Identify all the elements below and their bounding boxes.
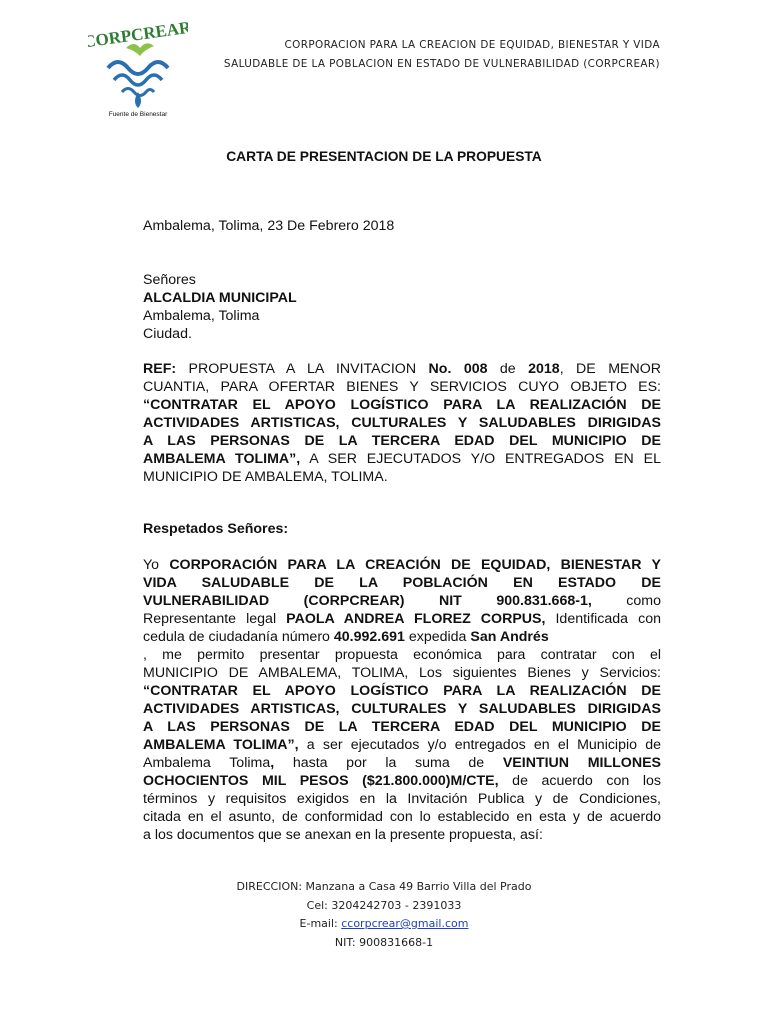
- logo-tagline: Fuente de Bienestar: [108, 111, 168, 118]
- recipient-city: Ambalema, Tolima: [143, 308, 260, 324]
- amount-line-2: OCHOCIENTOS MIL PESOS ($21.800.000)M/CTE,: [143, 773, 499, 789]
- footer-email-link[interactable]: ccorpcrear@gmail.com: [341, 917, 469, 930]
- object-line-3: A LAS PERSONAS DE LA TERCERA EDAD DEL MUNICIPIO DE: [143, 719, 661, 735]
- body-text: hasta por la suma de: [274, 755, 503, 771]
- object-line-1: “CONTRATAR EL APOYO LOGÍSTICO PARA LA REALIZACIÓN DE: [143, 683, 661, 699]
- ref-text: PROPUESTA A LA INVITACION: [176, 361, 429, 377]
- letterhead-line-1: CORPORACION PARA LA CREACION DE EQUIDAD, BIENESTAR Y VIDA: [284, 39, 660, 51]
- footer-nit: NIT: 900831668-1: [334, 935, 434, 949]
- ref-object-1: “CONTRATAR EL APOYO LOGÍSTICO PARA LA REALIZACIÓN DE: [143, 397, 661, 413]
- body-text: como: [591, 593, 661, 609]
- date-line: Ambalema, Tolima, 23 De Febrero 2018: [143, 218, 395, 234]
- body-block: [143, 556, 661, 844]
- id-number: 40.992.691: [333, 629, 405, 645]
- letterhead-line-2: SALUDABLE DE LA POBLACION EN ESTADO DE VULNERABILIDAD (CORPCREAR): [223, 58, 660, 70]
- body-text: de acuerdo con los: [498, 773, 661, 789]
- body-text: Representante legal: [143, 611, 287, 627]
- body-text: cedula de ciudadanía número: [143, 629, 334, 645]
- body-line: citada en el asunto, de conformidad con lo establecido en esta y de acuerdo: [143, 809, 661, 825]
- ref-text: , DE MENOR: [559, 361, 662, 377]
- ref-year: 2018: [528, 361, 560, 377]
- corporation-name-1: CORPORACIÓN PARA LA CREACIÓN DE EQUIDAD, BIENESTAR Y: [169, 557, 661, 573]
- footer-email-label: E-mail:: [299, 917, 342, 930]
- recipient-name: ALCALDIA MUNICIPAL: [143, 290, 297, 306]
- recipient-ciudad: Ciudad.: [143, 326, 192, 342]
- body-text: expedida: [404, 629, 471, 645]
- letterhead: [190, 36, 660, 74]
- date-block: [143, 217, 661, 235]
- document-title: CARTA DE PRESENTACION DE LA PROPUESTA: [226, 149, 542, 164]
- recipient-block: [143, 271, 661, 343]
- footer-phone: Cel: 3204242703 - 2391033: [306, 898, 462, 912]
- body-text: Yo: [143, 557, 170, 573]
- ref-object-4: AMBALEMA TOLIMA”,: [143, 451, 301, 467]
- footer: [0, 878, 768, 952]
- ref-line-7: MUNICIPIO DE AMBALEMA, TOLIMA.: [143, 469, 388, 485]
- ref-label: REF:: [143, 361, 177, 377]
- body-text: Ambalema Tolima: [143, 755, 271, 771]
- corpcrear-logo: [88, 10, 188, 122]
- object-line-4: AMBALEMA TOLIMA”,: [143, 737, 299, 753]
- logo-emblem-icon: [88, 10, 188, 122]
- object-line-2: ACTIVIDADES ARTISTICAS, CULTURALES Y SALUDABLES DIRIGIDAS: [143, 701, 661, 717]
- body-line: , me permito presentar propuesta económica para contratar con el: [143, 647, 661, 663]
- representative-name: PAOLA ANDREA FLOREZ CORPUS,: [286, 611, 546, 627]
- body-text: Identificada con: [545, 611, 661, 627]
- id-place: San Andrés: [470, 629, 549, 645]
- logo-bird-shape: [126, 43, 154, 56]
- logo-wordmark: CORPCREAR: [88, 17, 188, 52]
- ref-line-2: CUANTIA, PARA OFERTAR BIENES Y SERVICIOS CUYO OBJETO ES:: [143, 379, 661, 395]
- ref-text: de: [487, 361, 529, 377]
- corporation-name-3: VULNERABILIDAD (CORPCREAR) NIT 900.831.668-1,: [143, 593, 592, 609]
- footer-email-line: [0, 915, 768, 934]
- ref-object-2: ACTIVIDADES ARTISTICAS, CULTURALES Y SALUDABLES DIRIGIDAS: [143, 415, 661, 431]
- body-line: a los documentos que se anexan en la presente propuesta, así:: [143, 827, 543, 843]
- body-line: MUNICIPIO DE AMBALEMA, TOLIMA, Los siguientes Bienes y Servicios:: [143, 665, 661, 681]
- recipient-salutation: Señores: [143, 272, 196, 288]
- reference-block: [143, 360, 661, 486]
- ref-object-3: A LAS PERSONAS DE LA TERCERA EDAD DEL MUNICIPIO DE: [143, 433, 661, 449]
- greeting-block: [143, 520, 661, 538]
- body-text: a ser ejecutados y/o entregados en el Municipio de: [298, 737, 661, 753]
- amount-line-1: VEINTIUN MILLONES: [502, 755, 661, 771]
- ref-text: A SER EJECUTADOS Y/O ENTREGADOS EN EL: [300, 451, 661, 467]
- greeting: Respetados Señores:: [143, 521, 289, 537]
- body-text: ,: [270, 755, 275, 771]
- corporation-name-2: VIDA SALUDABLE DE LA POBLACIÓN EN ESTADO DE: [143, 575, 661, 591]
- ref-number: No. 008: [428, 361, 488, 377]
- footer-address: DIRECCION: Manzana a Casa 49 Barrio Villa del Prado: [236, 880, 532, 893]
- body-line: términos y requisitos exigidos en la Invitación Publica y de Condiciones,: [143, 791, 661, 807]
